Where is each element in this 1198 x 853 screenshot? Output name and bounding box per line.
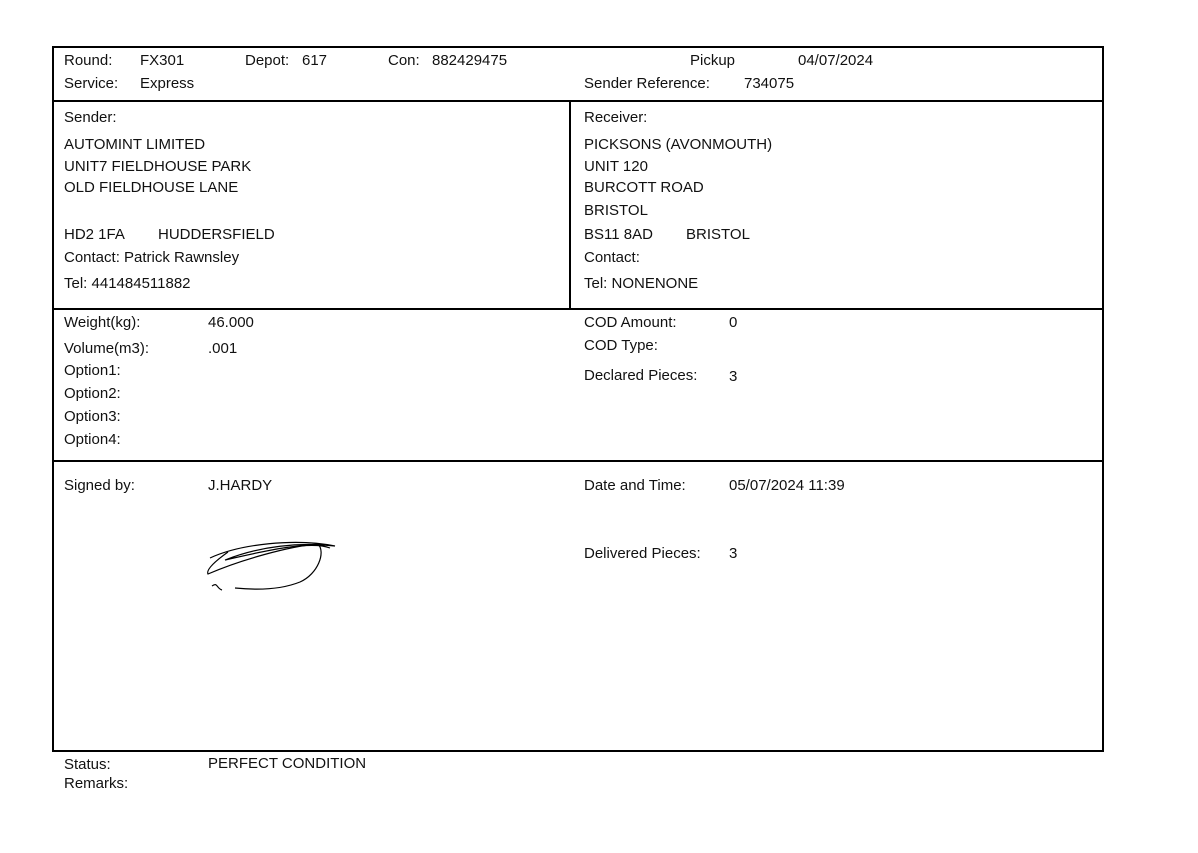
delivered-pieces-value: 3 (729, 545, 738, 562)
weight-value: 46.000 (208, 314, 254, 331)
volume-value: .001 (208, 340, 238, 357)
form-frame (52, 46, 1104, 752)
cod-type-label: COD Type: (584, 337, 658, 354)
status-value: PERFECT CONDITION (208, 755, 367, 772)
sender-contact: Contact: Patrick Rawnsley (64, 249, 240, 266)
con-value: 882429475 (432, 52, 508, 69)
round-value: FX301 (140, 52, 185, 69)
service-label: Service: (64, 75, 119, 92)
pickup-date: 04/07/2024 (798, 52, 874, 69)
receiver-contact: Contact: (584, 249, 640, 266)
signature-image (200, 530, 345, 595)
address-column-divider (569, 100, 571, 310)
signed-by-value: J.HARDY (208, 477, 273, 494)
sender-reference-label: Sender Reference: (584, 75, 710, 92)
declared-pieces-value: 3 (729, 368, 738, 385)
declared-pieces-label: Declared Pieces: (584, 367, 698, 384)
option3-label: Option3: (64, 408, 121, 425)
sender-reference-value: 734075 (744, 75, 795, 92)
address-divider (52, 308, 1104, 310)
receiver-name: PICKSONS (AVONMOUTH) (584, 136, 773, 153)
header-divider (52, 100, 1104, 102)
cod-amount-value: 0 (729, 314, 738, 331)
depot-value: 617 (302, 52, 328, 69)
sender-tel: Tel: 441484511882 (64, 275, 191, 292)
details-divider (52, 460, 1104, 462)
receiver-heading: Receiver: (584, 109, 648, 126)
round-label: Round: (64, 52, 113, 69)
receiver-tel: Tel: NONENONE (584, 275, 699, 292)
pickup-label: Pickup (690, 52, 736, 69)
sender-city: HUDDERSFIELD (158, 226, 275, 243)
sender-name: AUTOMINT LIMITED (64, 136, 206, 153)
sender-address-line2: UNIT7 FIELDHOUSE PARK (64, 158, 252, 175)
receiver-city: BRISTOL (686, 226, 750, 243)
con-label: Con: (388, 52, 420, 69)
option2-label: Option2: (64, 385, 121, 402)
remarks-label: Remarks: (64, 775, 129, 792)
weight-label: Weight(kg): (64, 314, 141, 331)
date-time-label: Date and Time: (584, 477, 686, 494)
depot-label: Depot: (245, 52, 290, 69)
date-time-value: 05/07/2024 11:39 (729, 477, 845, 494)
signed-by-label: Signed by: (64, 477, 135, 494)
service-value: Express (140, 75, 195, 92)
receiver-postcode: BS11 8AD (584, 226, 653, 243)
option4-label: Option4: (64, 431, 121, 448)
option1-label: Option1: (64, 362, 121, 379)
volume-label: Volume(m3): (64, 340, 150, 357)
sender-postcode: HD2 1FA (64, 226, 125, 243)
receiver-address-line4: BRISTOL (584, 202, 648, 219)
status-label: Status: (64, 756, 111, 773)
sender-heading: Sender: (64, 109, 117, 126)
delivered-pieces-label: Delivered Pieces: (584, 545, 701, 562)
receiver-address-line3: BURCOTT ROAD (584, 179, 704, 196)
receiver-address-line2: UNIT 120 (584, 158, 648, 175)
cod-amount-label: COD Amount: (584, 314, 677, 331)
sender-address-line3: OLD FIELDHOUSE LANE (64, 179, 239, 196)
